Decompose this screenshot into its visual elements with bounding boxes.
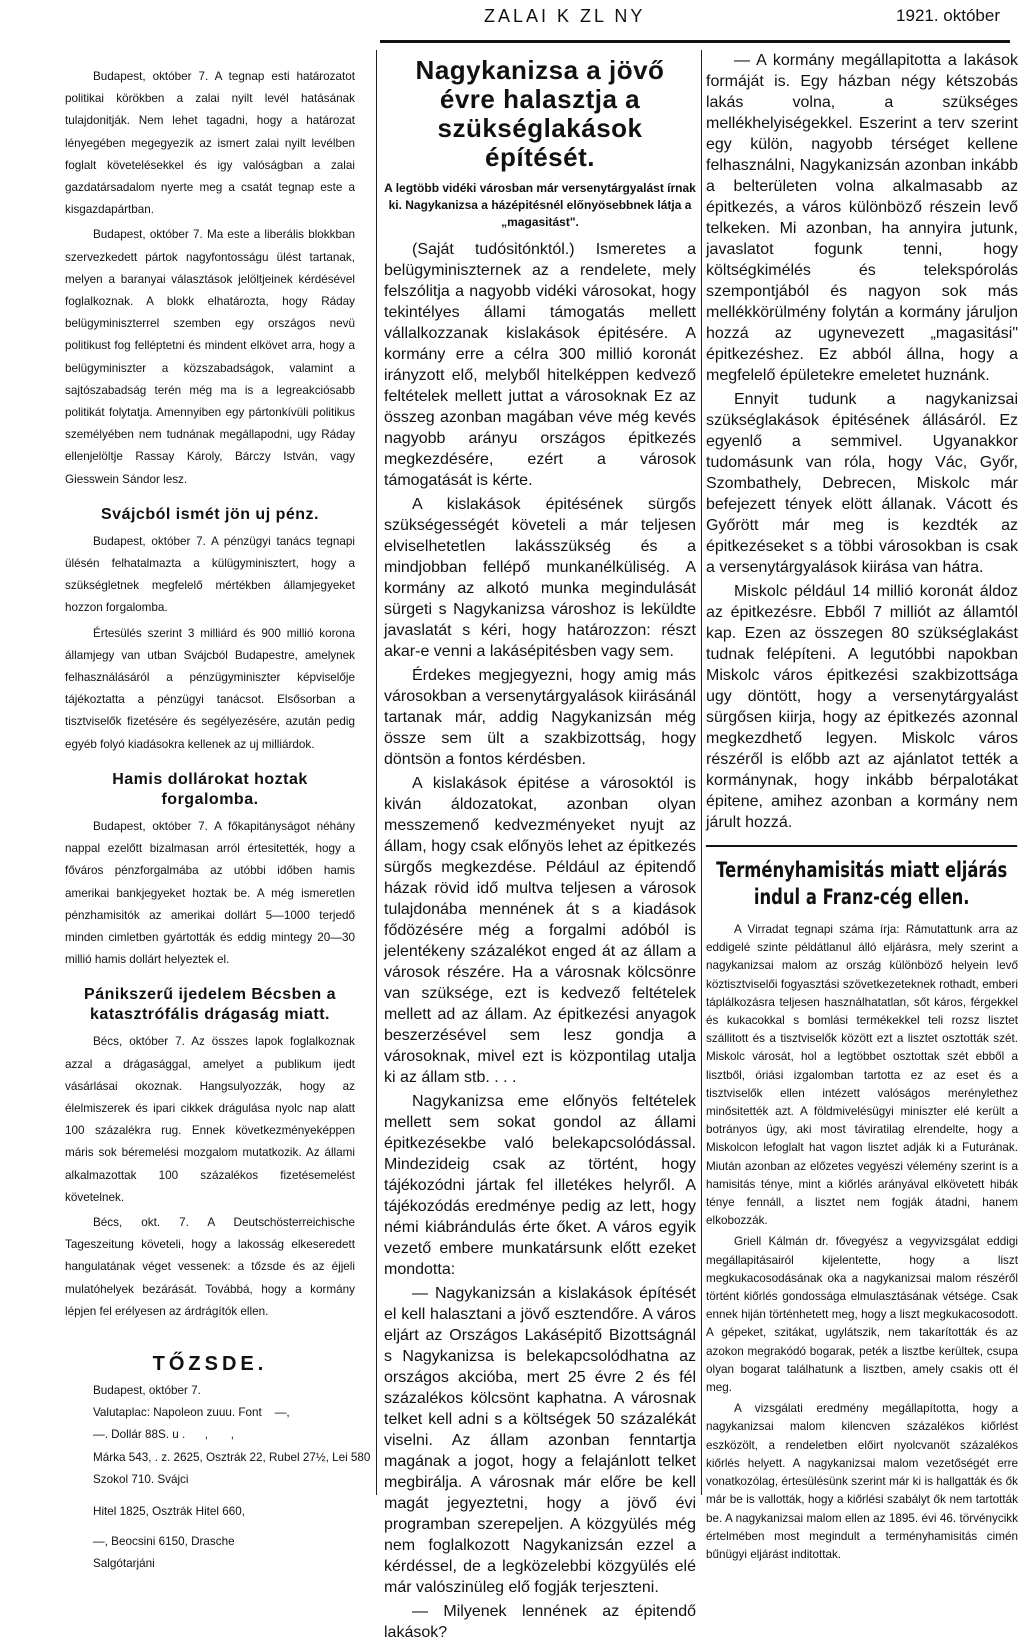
article-paragraph: A vizsgálati eredmény megállapította, hogy a nagykanizsai malom kilencven százalékos kiőrlést eszközölt, a rendeletben előirt nyolcvanöt százalékos kiőrlés helyett. A nagykanizsai malom vezetőségét erre vonatkozólag, értesülésünk szerint már ki is hallgatták és ők már be is vallották, hogy a kiőrlési szabályt ők nem tartották be. A nagykanizsai malom ellen az 1895. évi 46. törvénycikk értelmében most megindult a terményhamisitás cimén bűnügyi eljárást inditottak. <box>706 1402 1018 1561</box>
article-paragraph: — Milyenek lennének az épitendő lakások? <box>384 1603 696 1641</box>
column-left <box>65 66 371 1571</box>
news-item-svajc-1: Budapest, október 7. A pénzügyi tanács tegnapi ülésén felhatalmazta a külügyminisztert, hogy a szükségletnek megfelelő mértékben államjegyeket hozzon forgalomba. <box>65 534 355 615</box>
article-paragraph: Miskolc például 14 millió koronát áldoz az épitkezésre. Ebből 7 milliót az államtól kap. Ezen az összegen 80 szükséglakást tudnak felépíteni. A legutóbbi napokban Miskolc város épitkezési szakbizottsága ugy döntött, hogy a versenytárgyalást sürgősen kiirja, hogy az épitkezés azonnal megkezdhető legyen. Miskolc város részéről is előbb azt az ajánlatot tették a kormánynak, hogy inkább bérpalotákat épitene, amihez azonban a kormány nem járult hozzá. <box>706 583 1018 831</box>
exchange-line: —, Beocsini 6150, Drasche <box>93 1535 235 1549</box>
header-rule <box>380 40 1010 43</box>
article-paragraph: Nagykanizsa eme előnyös feltételek mellett sem sokat gondol az állami épitkezésekbe való belekapcsolódással. Mindezideig csak az történt, hogy tájékozódni jártak fel illetékes helyről. A tájékozódás eredménye pedig az lett, hogy némi kiábrándulás érte őket. A város egyik vezető embere munkatársunk előtt ezeket mondotta: <box>384 1093 696 1278</box>
article-paragraph: (Saját tudósitónktól.) Ismeretes a belügyminiszternek az a rendelete, mely felszólitja a nagyobb vidéki városokat, hogy tekintélyes állami támogatás mellett vállalkozzanak kislakások épitésére. A kormány erre a célra 300 millió koronát irányzott elő, melyből hitelképpen kedvező feltételek mellett juttat a városoknak Ez az összeg azonban magában véve még kevés nagyobb arányu országos épitkezés megkezdésére, ezért a városok támogatását is kérte. <box>384 241 696 489</box>
column-right <box>706 50 1018 1561</box>
news-item-becs-1: Bécs, október 7. Az összes lapok foglalkoznak azzal a drágasággal, amelyet a publikum ijedt vásárlásai okoznak. Hangsulyozzák, hogy az élelmiszerek és ipari cikkek drágulása nyolc nap alatt 100 százalékra rug. Ennek következményeképpen máris sok béremelési mozgalom mutatkozik. Az állami alkalmazottak 100 százalékos fizetésemelést követelnek. <box>65 1035 355 1204</box>
headline-dollar: Hamis dollárokat hoztak forgalomba. <box>112 770 308 808</box>
article-paragraph: Ennyit tudunk a nagykanizsai szükséglakások épitésének állásáról. Ez egyenlő a semmivel. Ugyanakkor tudomásunk van róla, hogy Vác, Győr, Szombathely, Debrecen, Miskolc már befejezett tények elött állanak. Vácott és Győrött már meg is kezdték az épitkezéseket s a többi városokban is csak a versenytárgyalások kiirása van hátra. <box>706 391 1018 576</box>
news-item-dollar: Budapest, október 7. A főkapitányságot néhány nappal ezelőtt bizalmasan arról értesitették, hogy a főváros pénzforgalmába az utóbbi időben hamis amerikai bankjegyeket hoztak be. A még ismeretlen pénzhamisitók az amerikai dollárt 5—1000 terjedő minden cimletben gyártották és eddig mintegy 20—30 millió hamis dollárt helyeztek el. <box>65 819 355 967</box>
exchange-line: —. Dollár 88S. u . , , <box>93 1428 234 1442</box>
exchange-line: Salgótarjáni <box>93 1557 155 1571</box>
issue-date: 1921. október <box>896 6 1000 25</box>
franz-article <box>706 921 1018 1564</box>
exchange-line: Szokol 710. Svájci <box>93 1472 189 1486</box>
headline-tozsde: TŐZSDE. <box>152 1352 268 1375</box>
column-divider-2 <box>701 50 702 1495</box>
headline-franz: Terményhamisitás miatt eljárás indul a Franz-cég ellen. <box>706 845 1018 911</box>
exchange-line: Hitel 1825, Osztrák Hitel 660, <box>93 1504 246 1518</box>
column-divider-1 <box>376 50 377 1495</box>
exchange-line: Valutaplac: Napoleon zuuu. Font —, <box>93 1406 290 1420</box>
headline-becs: Pánikszerű ijedelem Bécsben a katasztrófális drágaság miatt. <box>84 986 336 1024</box>
article-paragraph: A kislakások épitésének sürgős szükségességét követeli a már teljesen elviselhetetlen lakásszükség és a mindjobban fellépő munkanélküliség. A kormány az alkotó munka megindulását sürgeti s Nagykanizsa városhoz is leküldte javaslatát s kéri, hogy határozzon: részt akar-e venni a lakásépitésben vagy sem. <box>384 496 696 660</box>
article-paragraph: — A kormány megállapitotta a lakások formáját is. Egy házban négy kétszobás lakás volna, a szükséges mellékhelyiségekkel. Eszerint a terv szerint egy külön, nagyobb térséget kellene felhasználni, Nagykanizsán azonban inkább a belterületen volna alkalmasabb az épitkezés, a város különböző részein levő telkeken. Mi azonban, ha annyira jutunk, javaslatot fogunk tenni, hogy költségkimélés és telekspórolás szempontjából és nagyon sok más mellékkörülmény folytán a kormány járuljon hozzá az ugynevezett „magasitási" épitkezéshez. Ez abból állna, hogy a megfelelő épületekre emeletet huznánk. <box>706 52 1018 384</box>
article-paragraph: Griell Kálmán dr. fővegyész a vegyvizsgálat eddigi megállapitásairól kijelentette, hogy a liszt megkukacosodásának oka a nagykanizsai malom részéről történt kiőrlés gondossága elmulasztásának vétsége. Csak ennek hiján történhetett meg, hogy a liszt megkukacosodott. A gépeket, szitákat, ugylátszik, nem takarították és az azokon megrakódó bogarak, peték a lisztbe kerültek, csupa olyan bogarat találhatunk a lisztben, amely csakis ott él meg. <box>706 1235 1018 1395</box>
paper-name: ZALAI K ZL NY <box>484 6 646 26</box>
column-middle <box>384 52 696 1641</box>
news-item-becs-2: Bécs, okt. 7. A Deutschösterreichische Tageszeitung követeli, hogy a lakosság elkeseredett hangulatának véget vessenek: a tőzsde és az éjjeli mulatóhelyek bezárását. Továbbá, hogy a kormány lépjen fel erélyesen az árdrágítók ellen. <box>65 1215 355 1318</box>
exchange-line: Budapest, október 7. <box>93 1383 201 1397</box>
news-item-budapest-1: Budapest, október 7. A tegnap esti határozatot politikai körökben a zalai nyilt levél hatásának tulajdonitják. Nem lehet tagadni, hogy a határozat lényegében megegyezik az ismert zalai nyilt levélben foglalt követelésekkel és igy valóságban a zalai gazdatársadalom nyerte meg a csatát tegnap este a kisgazdapártban. <box>65 70 355 217</box>
headline-svajc: Svájcból ismét jön uj pénz. <box>101 505 319 523</box>
news-item-svajc-2: Értesülés szerint 3 milliárd és 900 millió korona államjegy van utban Svájcból Budapestre, amelynek felhasználásáról a pénzügyminiszter képviselője tájékoztatta a pénzügyi tanácsot. Elsősorban a tisztviselők fizetésére és segélyezésére, azután pedig egyéb folyó kiadásokra kellenek az uj milliárdok. <box>65 626 355 751</box>
exchange-line: Márka 543, . z. 2625, Osztrák 22, Rubel 27½, Lei 580 <box>93 1450 371 1464</box>
article-paragraph: A Virradat tegnapi száma írja: Rámutattunk arra az eddigelé szinte példátlanul álló eljárásra, mely szerint a nagykanizsai malom az ország különböző helyein levő köztisztviselői fogyasztási szövetkezeteknek rothadt, emberi táplálkozásra teljesen használhatatlan, sőt káros, férgekkel és kukacokkal s bomlási termékekkel teli rozsz lisztet szállitott és a tisztviselők között ezt a lisztet osztották szét. Miskolc városát, hol a legtöbbet osztottak szét ebből a lisztből, óriási izgalomban tartotta ez az eset és a tisztviselők ellen intézett valóságos merénylethez minősitették azt. A földmivelésügyi miniszter elé került a botrányos ügy, aki most táviratilag elrendelte, hogy a Miskolcon lefoglalt hat vagon lisztet adják ki a Futurának. Miután azonban az előzetes vegyészi vélemény szerint is a hamisitás ténye, mint a kiőrlés arányával elkövetett hibák ténye fennáll, a lisztet nem fogják átadni, hanem elkobozzák. <box>706 923 1018 1228</box>
article-paragraph: — Nagykanizsán a kislakások építését el kell halasztani a jövő esztendőre. A város eljárt az Országos Lakásépitő Bizottságnál s Nagykanizsa is belekapcsolódhatna az országos akcióba, mert 25 évre 2 és fél százalékos kölcsönt kaphatna. A városnak telket kell adni s a költségek 50 százalékát viselni. Az állam azonban fenntartja magának a jogot, hogy a felajánlott telket megbirálja. A városnak már előre be kell magát jegyeztetni, hogy a jövő évi programban szerepeljen. A közgyülés még nem foglalkozott Nagykanizsán ezzel a kérdéssel, de a legközelebbi közgyülés elé már valószinüleg elő fogják terjeszteni. <box>384 1285 696 1596</box>
article-paragraph: A kislakások épitése a városoktól is kiván áldozatokat, azonban olyan messzemenő kedvezményeket nyujt az állam, hogy csak előnyös lehet az épitkezés sürgős megkezdése. Például az épitendő házak rövid idő multva teljesen a városok tulajdonába mennének át s a kiadások fődözésére még a forgalmi adóból is jelentékeny százalékot enged át az állam a városok részére. Ha a városnak kölcsönre van szüksége, ezt is kedvező feltételek mellett ad az állam. Az épitkezési anyagok beszerzésével sem lesz gondja a városoknak, mivel ezt is központilag utalja ki az állam stb. . . . <box>384 775 696 1086</box>
main-lead: A legtöbb vidéki városban már versenytárgyalást írnak ki. Nagykanizsa a házépitésnél előnyösebbnek látja a „magasitást". <box>384 181 696 229</box>
news-item-budapest-2: Budapest, október 7. Ma este a liberális blokkban szervezkedett pártok nagyfontosságu ülést tartanak, melyen a baranyai választások jelöltjeinek kérdésével foglalkoznak. A blokk elhatározta, hogy Ráday belügyminiszterrel szemben egy országos nevü politikust fog felléptetni és mindent elkövet arra, hogy a belügyminiszter a közszabadságok, valamint a sajtószabadság terén még ma is a legreakciósabb politikát folytatja. Amennyiben egy pártonkívüli politikus személyében nem tudnának megállapodni, ugy Ráday ellenjelöltje Rassay Károly, Bárczy István, vagy Giesswein Sándor lesz. <box>65 228 355 486</box>
article-paragraph: Érdekes megjegyezni, hogy amig más városokban a versenytárgyalások kiirásánál tartanak már, addig Nagykanizsán még össze sem ült a szakbizottság, hogy döntsön a fontos kérdésben. <box>384 667 696 768</box>
main-headline: Nagykanizsa a jövő évre halasztja a szükséglakások építését. <box>415 55 665 172</box>
page-header <box>380 2 1000 42</box>
